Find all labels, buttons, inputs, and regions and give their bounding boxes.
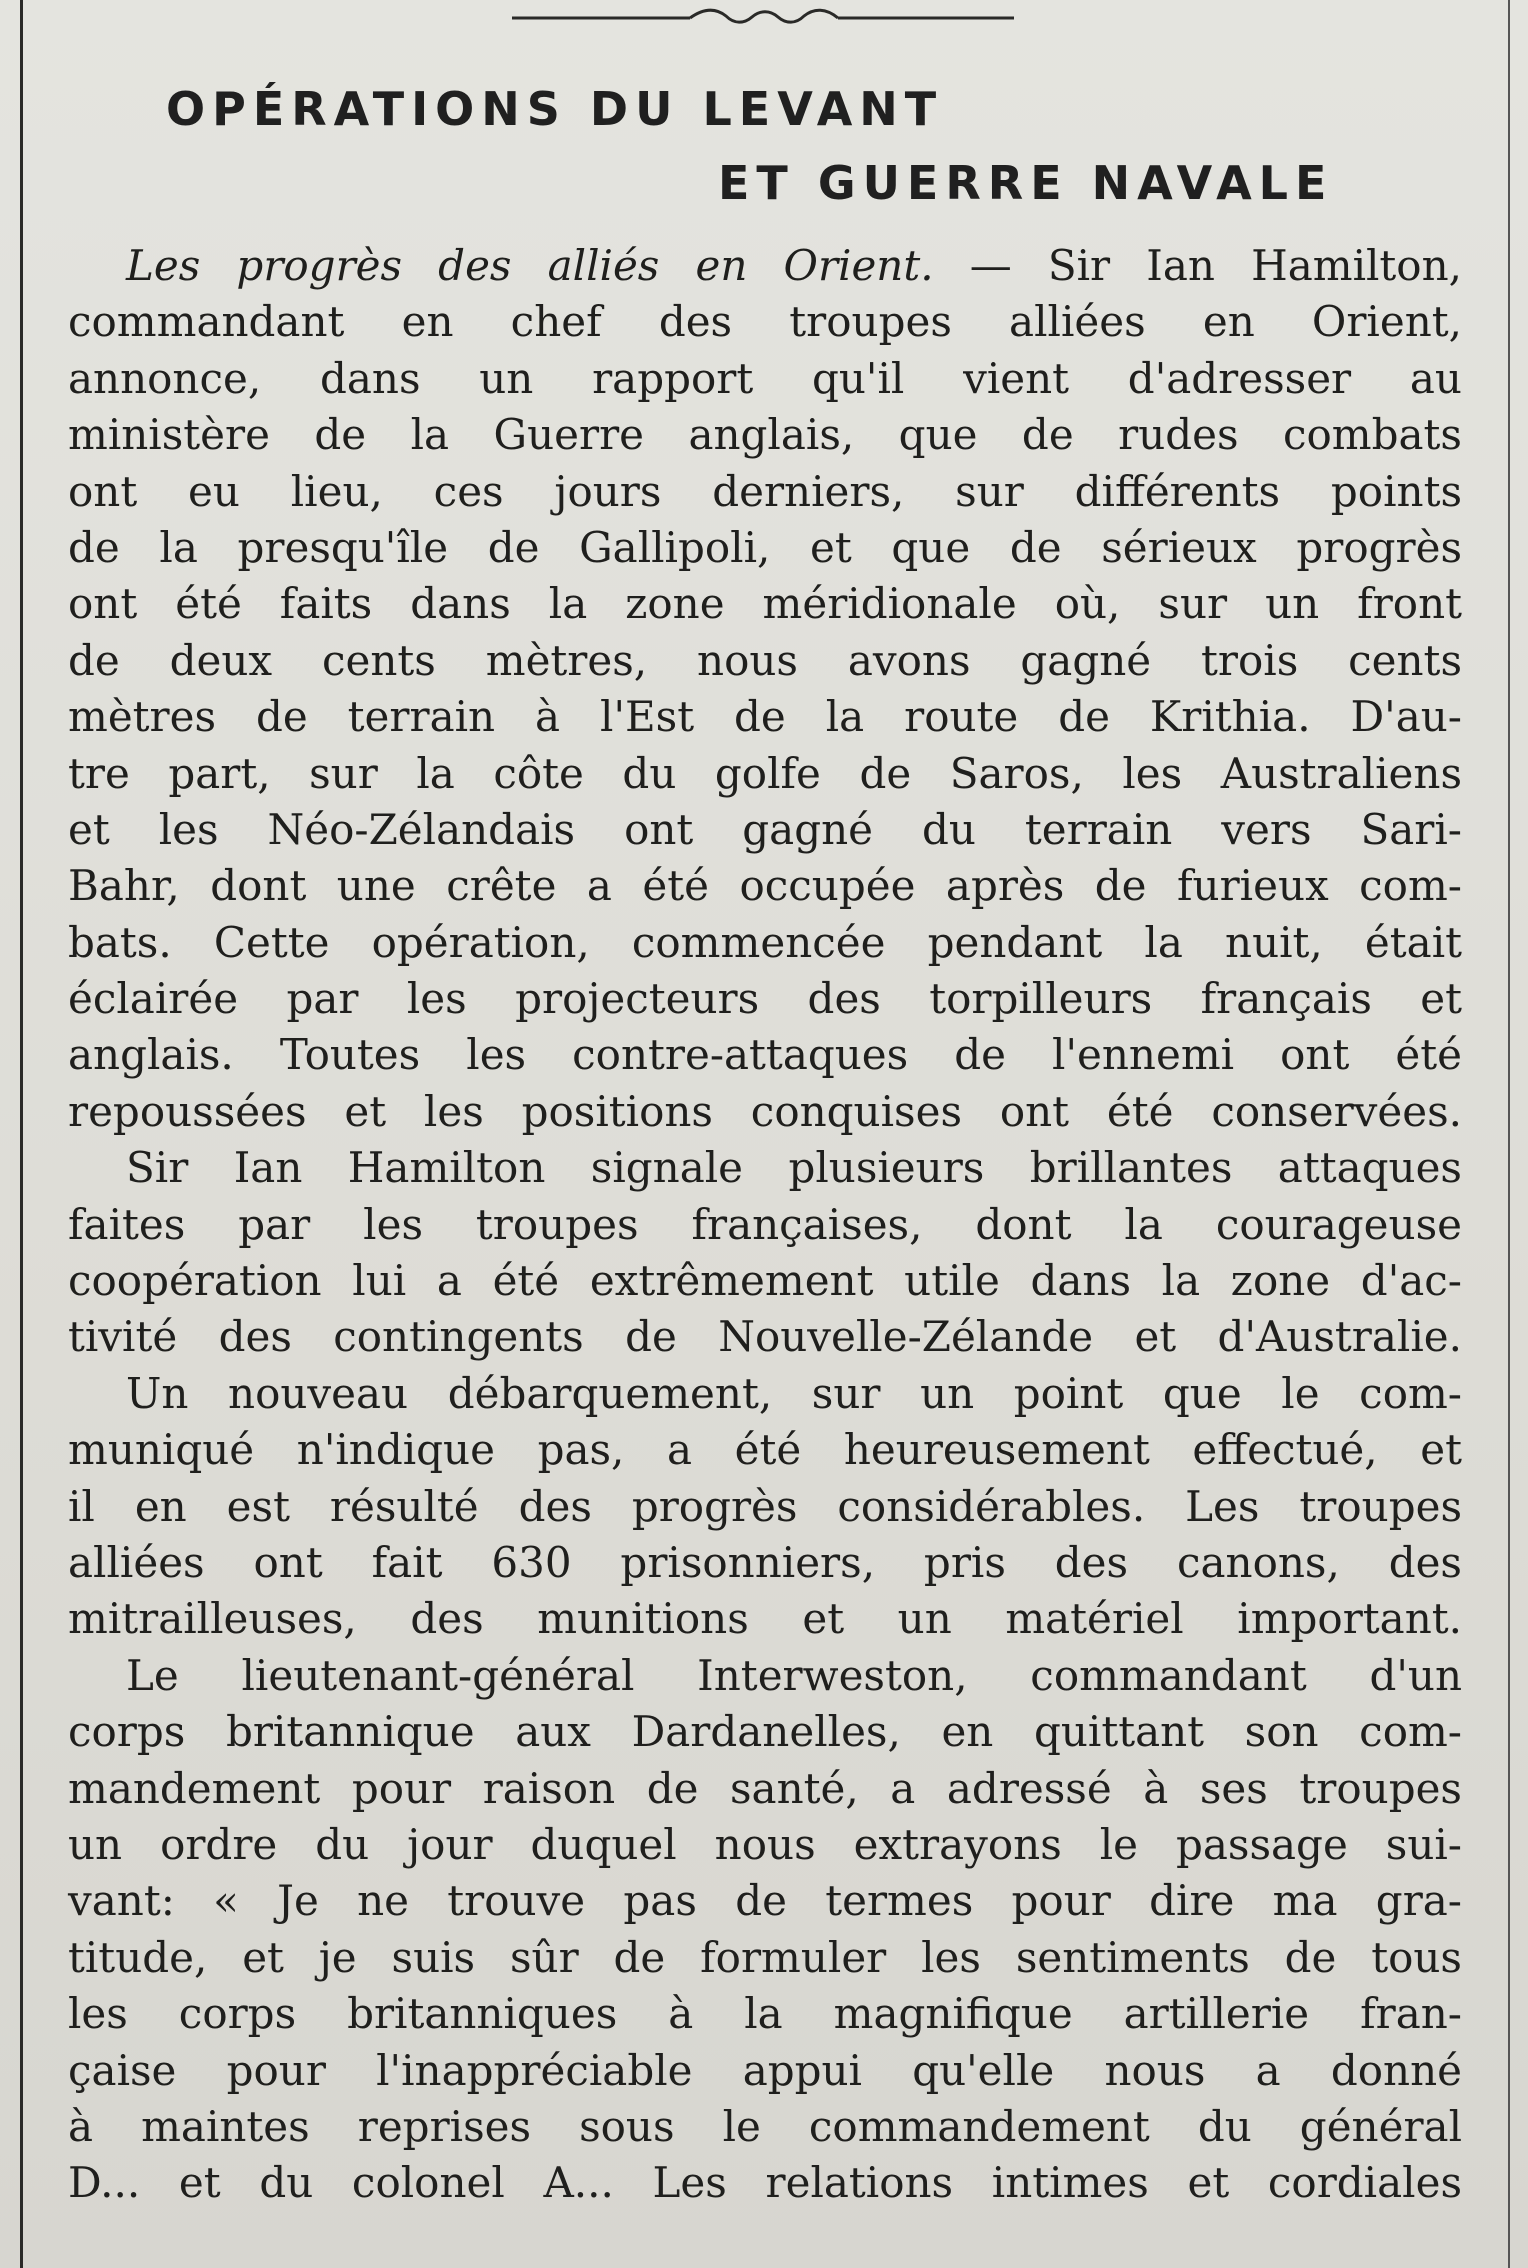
article-line: çaise pour l'inappréciable appui qu'elle nous a donné	[68, 2045, 1462, 2095]
article-line: repoussées et les positions conquises ont été conservées.	[68, 1086, 1462, 1136]
article-line: à maintes reprises sous le commandement du général	[68, 2101, 1462, 2151]
article-line: tre part, sur la côte du golfe de Saros, les Australiens	[68, 748, 1462, 798]
lead-rest: — Sir Ian Hamilton,	[933, 241, 1462, 290]
article-body	[68, 238, 1462, 2212]
article-line: anglais. Toutes les contre-attaques de l'ennemi ont été	[68, 1030, 1462, 1080]
article-line: de deux cents mètres, nous avons gagné trois cents	[68, 635, 1462, 685]
left-column-rule	[20, 0, 23, 2268]
article-line: titude, et je suis sûr de formuler les sentiments de tous	[68, 1932, 1462, 1982]
headline-line-1: OPÉRATIONS DU LEVANT	[166, 82, 944, 136]
article-line: un ordre du jour duquel nous extrayons le passage sui-	[68, 1819, 1462, 1869]
article-line: faites par les troupes françaises, dont la courageuse	[68, 1199, 1462, 1249]
article-line: D... et du colonel A... Les relations intimes et cordiales	[68, 2158, 1462, 2208]
ornamental-rule-icon	[512, 0, 1014, 36]
article-line: il en est résulté des progrès considérables. Les troupes	[68, 1481, 1462, 1531]
article-line: ont été faits dans la zone méridionale où, sur un front	[68, 579, 1462, 629]
article-line: Le lieutenant-général Interweston, commandant d'un	[126, 1650, 1462, 1700]
article-line: ministère de la Guerre anglais, que de rudes combats	[68, 410, 1462, 460]
article-line	[68, 238, 1462, 294]
article-line: et les Néo-Zélandais ont gagné du terrain vers Sari-	[68, 804, 1462, 854]
article-line: alliées ont fait 630 prisonniers, pris des canons, des	[68, 1537, 1462, 1587]
article-line: mètres de terrain à l'Est de la route de Krithia. D'au-	[68, 692, 1462, 742]
headline-line-2: ET GUERRE NAVALE	[718, 156, 1334, 210]
article-line: ont eu lieu, ces jours derniers, sur différents points	[68, 466, 1462, 516]
article-line: Bahr, dont une crête a été occupée après de furieux com-	[68, 861, 1462, 911]
article-line: vant: « Je ne trouve pas de termes pour dire ma gra-	[68, 1876, 1462, 1926]
article-line: les corps britanniques à la magnifique artillerie fran-	[68, 1989, 1462, 2039]
article-line: commandant en chef des troupes alliées en Orient,	[68, 297, 1462, 347]
article-line: Un nouveau débarquement, sur un point que le com-	[126, 1368, 1462, 1418]
article-line: bats. Cette opération, commencée pendant la nuit, était	[68, 917, 1462, 967]
article-line: corps britannique aux Dardanelles, en quittant son com-	[68, 1707, 1462, 1757]
article-line: Sir Ian Hamilton signale plusieurs brillantes attaques	[126, 1143, 1462, 1193]
article-line: coopération lui a été extrêmement utile dans la zone d'ac-	[68, 1256, 1462, 1306]
right-column-rule	[1508, 0, 1510, 2268]
article-line: muniqué n'indique pas, a été heureusement effectué, et	[68, 1425, 1462, 1475]
lead-italic: Les progrès des alliés en Orient.	[126, 241, 934, 290]
article-line: éclairée par les projecteurs des torpilleurs français et	[68, 974, 1462, 1024]
article-line: de la presqu'île de Gallipoli, et que de sérieux progrès	[68, 522, 1462, 572]
article-line: mitrailleuses, des munitions et un matériel important.	[68, 1594, 1462, 1644]
article-line: tivité des contingents de Nouvelle-Zélande et d'Australie.	[68, 1312, 1462, 1362]
article-line: annonce, dans un rapport qu'il vient d'adresser au	[68, 353, 1462, 403]
article-line: mandement pour raison de santé, a adressé à ses troupes	[68, 1763, 1462, 1813]
